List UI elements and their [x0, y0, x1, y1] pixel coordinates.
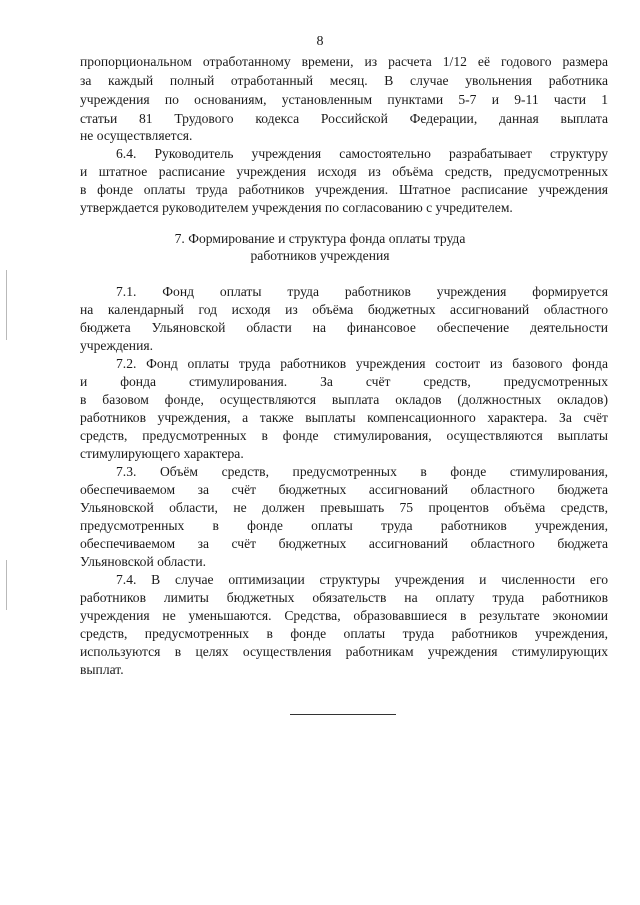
text-line: стимулирующего характера.	[80, 446, 244, 461]
scan-margin-mark	[6, 560, 7, 610]
text-line: работников лимиты бюджетных обязательств на оплату труда работников	[80, 590, 608, 605]
text-line: 7.2. Фонд оплаты труда работников учреждения состоит из базового фонда	[116, 356, 608, 371]
text-line: 7.1. Фонд оплаты труда работников учреждения формируется	[116, 284, 608, 299]
text-line: учреждения по основаниям, установленным пунктами 5-7 и 9-11 части 1	[80, 92, 608, 107]
text-line: пропорциональном отработанному времени, из расчета 1/12 её годового размера	[80, 54, 608, 69]
text-line: 6.4. Руководитель учреждения самостоятельно разрабатывает структуру	[116, 146, 608, 161]
text-line: утверждается руководителем учреждения по согласованию с учредителем.	[80, 200, 513, 215]
text-line: используются в целях осуществления работникам учреждения стимулирующих	[80, 644, 608, 659]
closing-separator-line	[290, 714, 396, 715]
text-line: бюджета Ульяновской области на финансовое обеспечение деятельности	[80, 320, 608, 335]
text-line: в базовом фонде, осуществляются выплата окладов (должностных окладов)	[80, 392, 608, 407]
section-heading-line: 7. Формирование и структура фонда оплаты труда	[174, 231, 466, 246]
text-line: обеспечиваемом за счёт бюджетных ассигнований областного бюджета	[80, 536, 608, 551]
text-line: в фонде оплаты труда работников учреждения. Штатное расписание учреждения	[80, 182, 608, 197]
text-line: на календарный год исходя из объёма бюджетных ассигнований областного	[80, 302, 608, 317]
text-line: учреждения.	[80, 338, 154, 353]
text-line: обеспечиваемом за счёт бюджетных ассигнований областного бюджета	[80, 482, 608, 497]
text-line: не осуществляется.	[80, 128, 193, 143]
scan-margin-mark	[6, 270, 7, 340]
page-number: 8	[316, 34, 324, 49]
text-line: средств, предусмотренных в фонде оплаты труда работников учреждения,	[80, 626, 608, 641]
section-heading-line: работников учреждения	[250, 248, 390, 263]
text-line: 7.4. В случае оптимизации структуры учреждения и численности его	[116, 572, 608, 587]
text-line: выплат.	[80, 662, 124, 677]
text-line: учреждения не уменьшаются. Средства, образовавшиеся в результате экономии	[80, 608, 608, 623]
text-line: предусмотренных в фонде оплаты труда работников учреждения,	[80, 518, 608, 533]
text-line: работников учреждения, а также выплаты компенсационного характера. За счёт	[80, 410, 608, 425]
text-line: и штатное расписание учреждения исходя из объёма средств, предусмотренных	[80, 164, 608, 179]
text-line: Ульяновской области, не должен превышать 75 процентов объёма средств,	[80, 500, 608, 515]
text-line: и фонда стимулирования. За счёт средств, предусмотренных	[80, 374, 608, 389]
text-line: 7.3. Объём средств, предусмотренных в фонде стимулирования,	[116, 464, 608, 479]
text-line: за каждый полный отработанный месяц. В случае увольнения работника	[80, 73, 608, 88]
text-line: Ульяновской области.	[80, 554, 206, 569]
text-line: средств, предусмотренных в фонде стимулирования, осуществляются выплаты	[80, 428, 608, 443]
text-line: статьи 81 Трудового кодекса Российской Федерации, данная выплата	[80, 111, 608, 126]
